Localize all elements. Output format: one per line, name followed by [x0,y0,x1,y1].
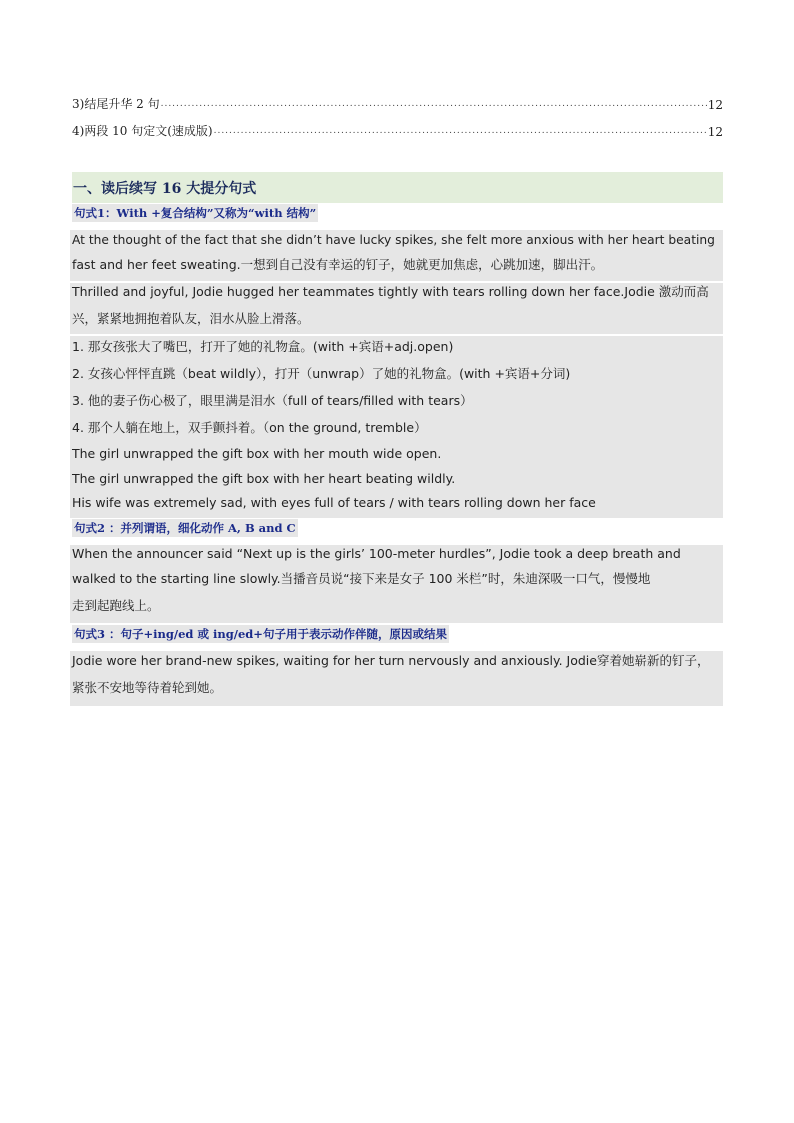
pattern3-line: Jodie wore her brand-new spikes, waiting for her turn nervously and anxiously. Jodie穿着她崭新的钉子， [72,653,710,668]
section-heading: 一、读后续写 16 大提分句式 [72,172,723,203]
pattern1-line: fast and her feet sweating.一想到自己没有幸运的钉子，她就更加焦虑，心跳加速，脚出汗。 [72,257,604,272]
toc-entry-label: 4)两段 10 句定文(速成版) [72,124,213,138]
pattern2-line: 走到起跑线上。 [72,598,160,613]
toc-entry-label: 3)结尾升华 2 句 [72,97,160,111]
toc-entry-page: 12 [707,125,723,139]
pattern1-line: 4. 那个人躺在地上，双手颤抖着。（on the ground, tremble） [72,420,427,435]
toc-leader [161,99,707,109]
pattern1-line: 3. 他的妻子伤心极了，眼里满是泪水（full of tears/filled with tears） [72,393,473,408]
pattern1-line: Thrilled and joyful, Jodie hugged her teammates tightly with tears rolling down her face.Jodie 激动而高 [72,284,709,299]
toc-entry-page: 12 [707,98,723,112]
pattern2-line: walked to the starting line slowly.当播音员说“接下来是女子 100 米栏”时，朱迪深吸一口气，慢慢地 [72,571,651,586]
toc-entry[interactable] [72,94,723,112]
pattern2-label: 句式2 ：并列谓语，细化动作 A, B and C [74,521,296,535]
pattern1-line: 兴，紧紧地拥抱着队友，泪水从脸上滑落。 [72,311,310,326]
pattern3-label: 句式3 ：句子+ing/ed 或 ing/ed+句子用于表示动作伴随，原因或结果 [74,627,447,641]
pattern1-line: 2. 女孩心怦怦直跳（beat wildly），打开（unwrap）了她的礼物盒。(with +宾语+分词) [72,366,571,381]
toc-leader [214,126,707,136]
pattern2-line: When the announcer said “Next up is the girls’ 100-meter hurdles”, Jodie took a deep breath and [72,546,681,561]
toc-entry[interactable] [72,121,723,139]
pattern1-line: 1. 那女孩张大了嘴巴，打开了她的礼物盒。(with +宾语+adj.open) [72,339,454,354]
pattern1-line: At the thought of the fact that she didn’t have lucky spikes, she felt more anxious with her heart beating [72,233,715,247]
pattern1-line: The girl unwrapped the gift box with her heart beating wildly. [72,471,456,486]
pattern3-line: 紧张不安地等待着轮到她。 [72,680,223,695]
pattern1-line: The girl unwrapped the gift box with her mouth wide open. [72,446,442,461]
pattern1-line: His wife was extremely sad, with eyes full of tears / with tears rolling down her face [72,495,596,510]
pattern1-label: 句式1：With +复合结构”又称为“with 结构” [74,206,317,220]
